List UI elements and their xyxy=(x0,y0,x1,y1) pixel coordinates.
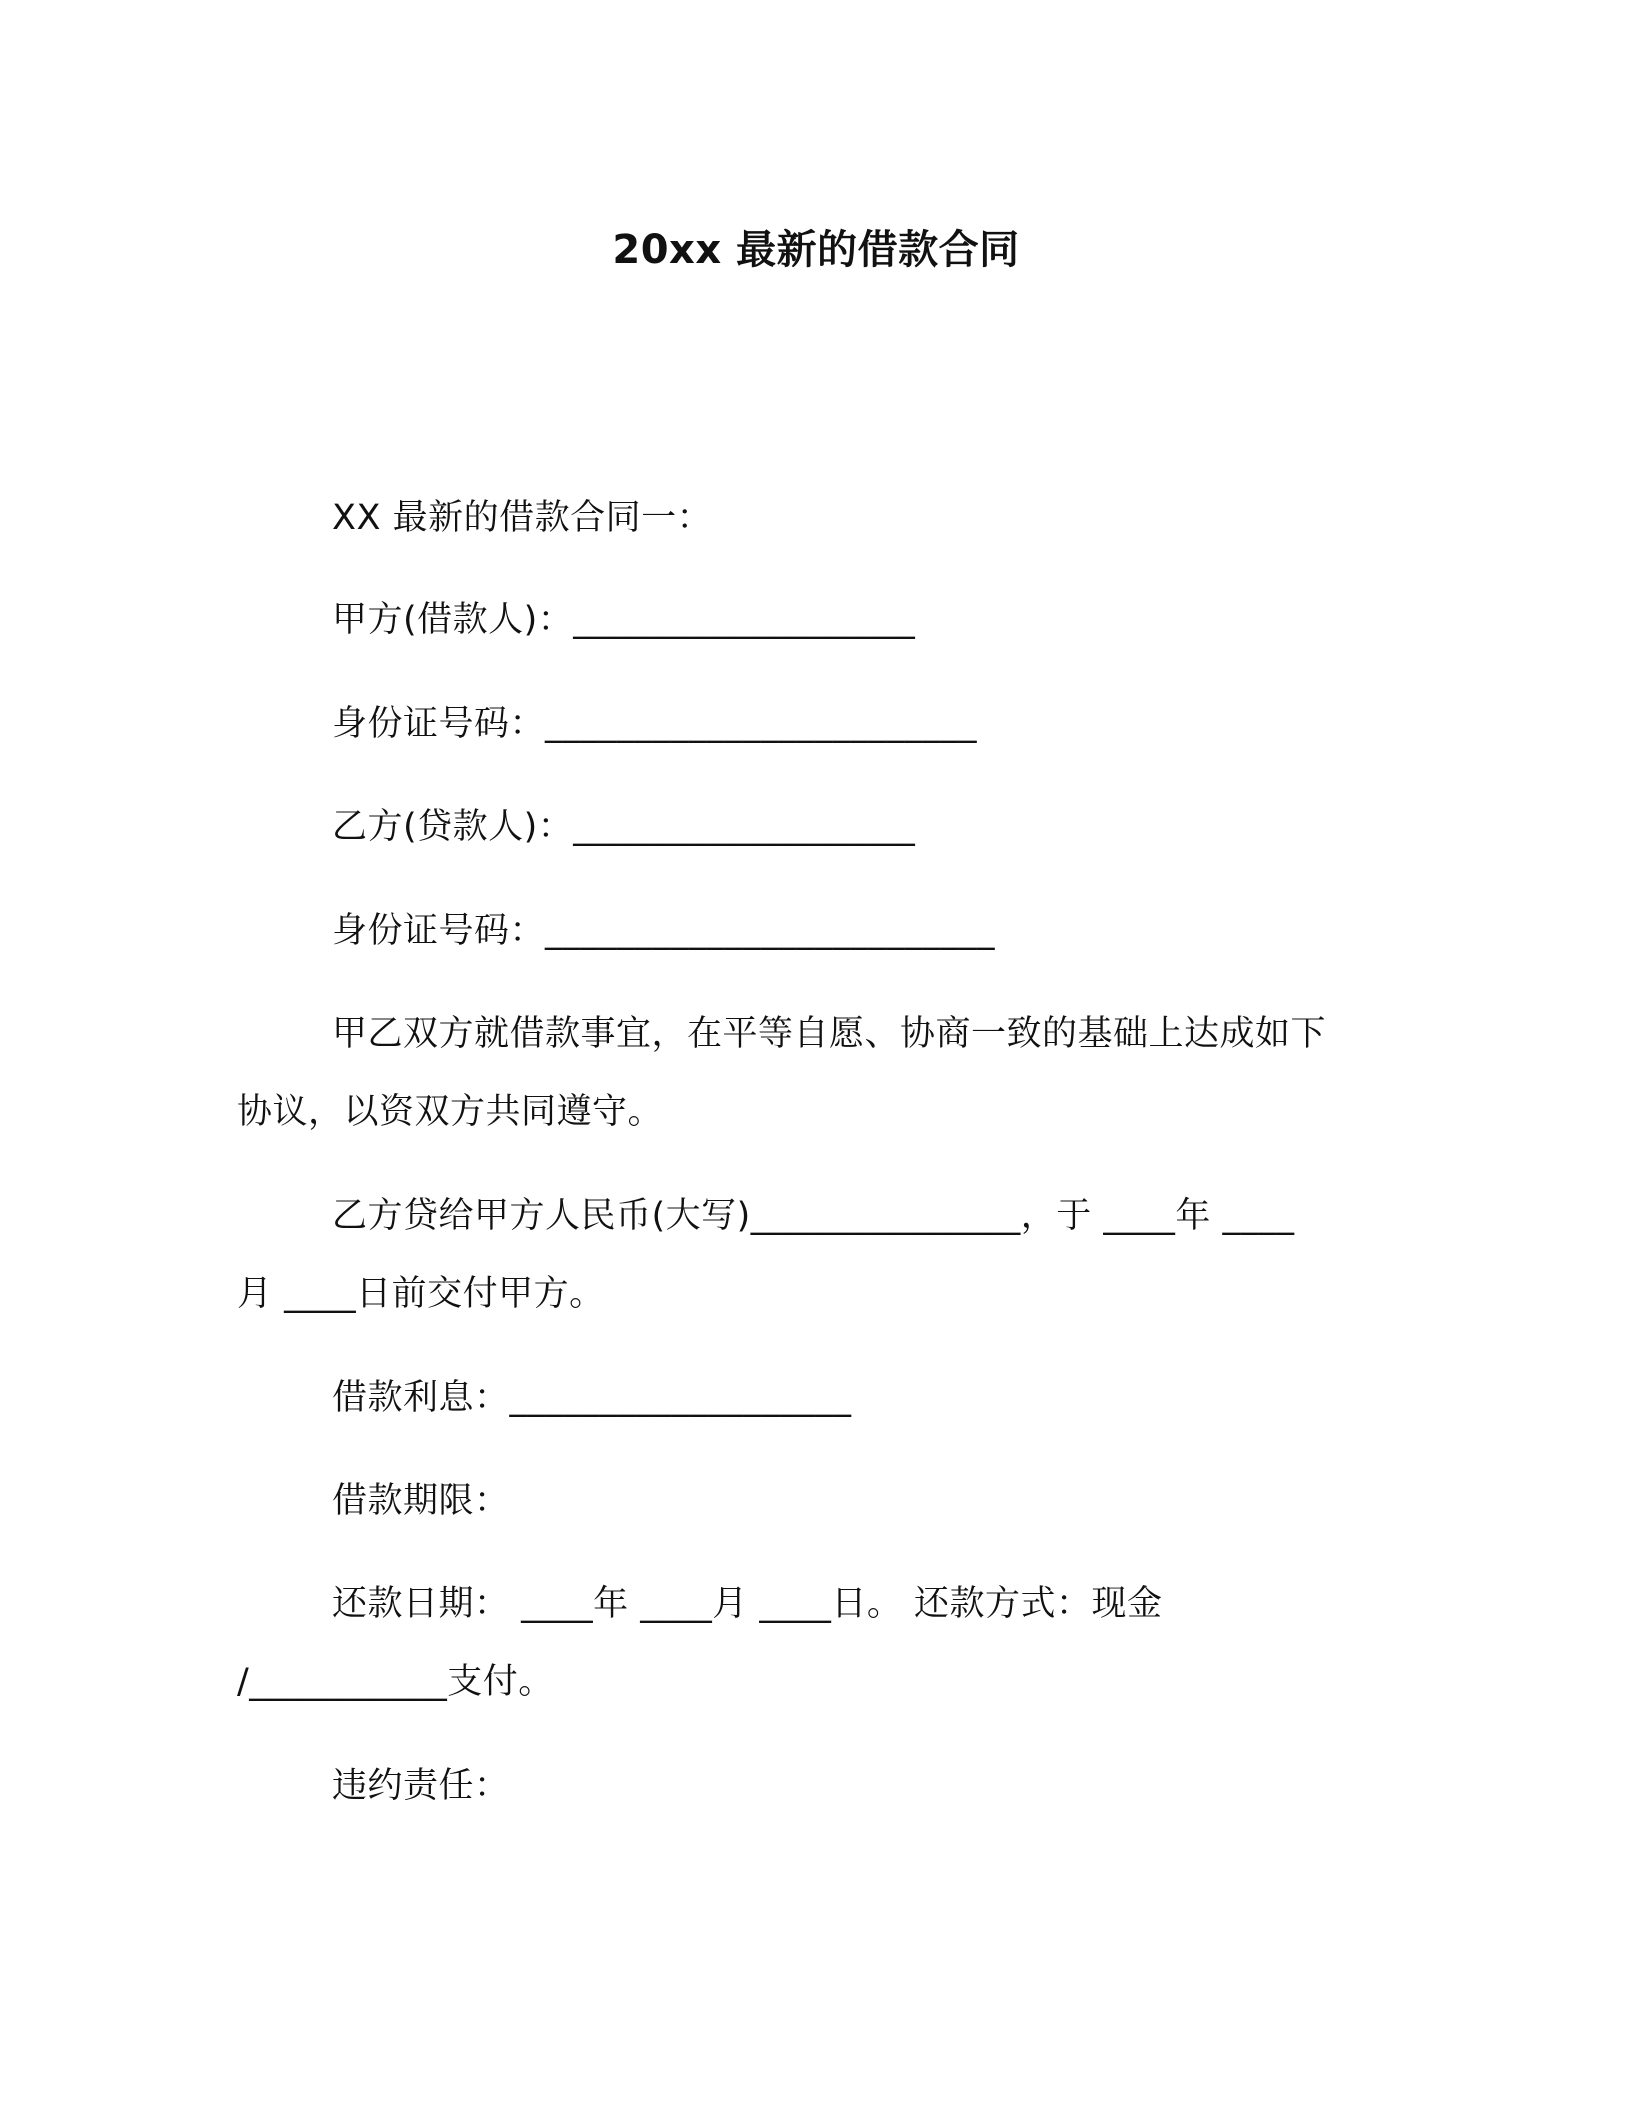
breach-line: 违约责任： xyxy=(332,1766,510,1806)
repayment-line-1: 还款日期： ____年 ____月 ____日。 还款方式：现金 xyxy=(332,1584,1163,1624)
party-b-line: 乙方(贷款人)：___________________ xyxy=(332,807,916,847)
document-title: 20xx 最新的借款合同 xyxy=(612,227,1020,273)
interest-line: 借款利息：___________________ xyxy=(332,1378,852,1418)
party-b-id-line: 身份证号码：_________________________ xyxy=(332,911,996,951)
term-line: 借款期限： xyxy=(332,1481,510,1521)
contract-heading: XX 最新的借款合同一： xyxy=(332,498,713,538)
repayment-line-2: /___________支付。 xyxy=(237,1662,554,1702)
party-a-id-line: 身份证号码：________________________ xyxy=(332,704,978,744)
agreement-paragraph-line-1: 甲乙双方就借款事宜，在平等自愿、协商一致的基础上达成如下 xyxy=(332,1014,1327,1054)
loan-paragraph-line-2: 月 ____日前交付甲方。 xyxy=(237,1274,605,1314)
agreement-paragraph-line-2: 协议，以资双方共同遵守。 xyxy=(237,1092,664,1132)
party-a-line: 甲方(借款人)：___________________ xyxy=(332,600,916,640)
loan-paragraph-line-1: 乙方贷给甲方人民币(大写)_______________，于 ____年 ____ xyxy=(332,1196,1295,1236)
